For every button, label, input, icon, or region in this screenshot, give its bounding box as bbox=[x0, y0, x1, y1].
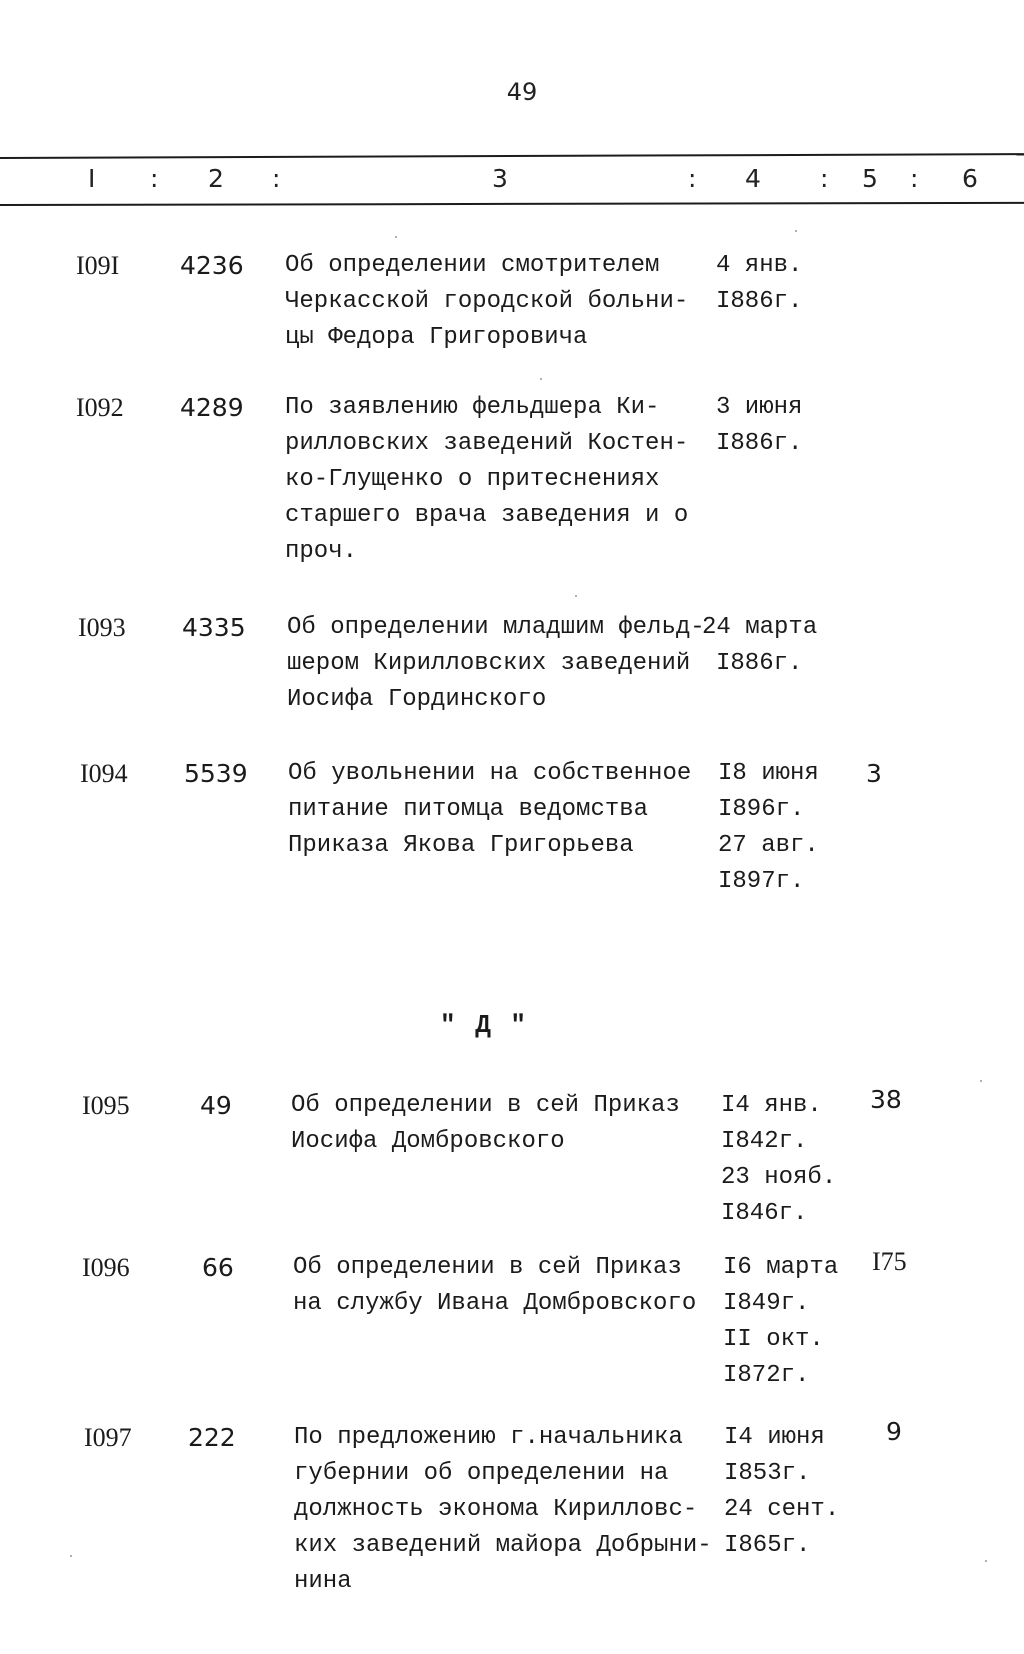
scan-speck bbox=[795, 230, 797, 232]
scan-speck bbox=[395, 236, 397, 238]
entry-date-line: 23 нояб. bbox=[721, 1164, 837, 1191]
entry-date-line: II окт. bbox=[723, 1326, 824, 1353]
column-header-2: 2 bbox=[208, 164, 224, 193]
column-header-3: 3 bbox=[492, 164, 508, 193]
sheet-count: 9 bbox=[886, 1417, 902, 1446]
column-header-6: 6 bbox=[962, 164, 978, 193]
entry-title-line: проч. bbox=[285, 538, 358, 565]
page-number: 49 bbox=[506, 78, 538, 106]
entry-title-line: Об определении в сей Приказ bbox=[293, 1254, 682, 1281]
entry-title-line: Черкасской городской больни- bbox=[285, 288, 689, 315]
entry-date-line: I865г. bbox=[724, 1532, 811, 1559]
entry-number: I096 bbox=[82, 1253, 130, 1282]
sheet-count: 3 bbox=[866, 759, 882, 788]
sheet-count: 38 bbox=[870, 1085, 902, 1114]
entry-title-line: Об увольнении на собственное bbox=[288, 760, 692, 787]
entry-title-line: губернии об определении на bbox=[294, 1460, 669, 1487]
file-number: 4289 bbox=[180, 393, 244, 422]
file-number: 5539 bbox=[184, 759, 248, 788]
entry-title-line: Об определении смотрителем bbox=[285, 252, 660, 279]
entry-number: I092 bbox=[76, 393, 124, 422]
entry-date-line: I4 янв. bbox=[721, 1092, 822, 1119]
entry-date-line: I842г. bbox=[721, 1128, 808, 1155]
entry-title-line: Об определении в сей Приказ bbox=[291, 1092, 680, 1119]
file-number: 222 bbox=[188, 1423, 236, 1452]
sheet-count: I75 bbox=[872, 1247, 907, 1276]
entry-title-line: Об определении младшим фельд- bbox=[287, 614, 705, 641]
entry-date-line: I853г. bbox=[724, 1460, 811, 1487]
column-header-5: 5 bbox=[862, 164, 878, 193]
scan-speck bbox=[70, 1555, 72, 1557]
entry-date-line: 27 авг. bbox=[718, 832, 819, 859]
entry-date-line: 24 сент. bbox=[724, 1496, 840, 1523]
column-separator: : bbox=[150, 164, 159, 193]
entry-number: I09I bbox=[76, 251, 120, 280]
section-letter-heading: " Д " bbox=[440, 1010, 529, 1040]
entry-title-line: Иосифа Домбровского bbox=[291, 1128, 565, 1155]
entry-number: I094 bbox=[80, 759, 128, 788]
entry-date-line: I886г. bbox=[716, 650, 803, 677]
table-header-top-rule bbox=[0, 153, 1024, 159]
file-number: 4236 bbox=[180, 251, 244, 280]
entry-number: I097 bbox=[84, 1423, 132, 1452]
entry-date-line: I886г. bbox=[716, 288, 803, 315]
entry-title-line: Приказа Якова Григорьева bbox=[288, 832, 634, 859]
column-header-1: I bbox=[88, 164, 96, 193]
file-number: 4335 bbox=[182, 613, 246, 642]
entry-title-line: шером Кирилловских заведений bbox=[287, 650, 691, 677]
entry-title-line: питание питомца ведомства bbox=[288, 796, 649, 823]
entry-date-line: I846г. bbox=[721, 1200, 808, 1227]
entry-title-line: ко-Глущенко о притеснениях bbox=[285, 466, 660, 493]
scan-speck bbox=[575, 595, 577, 597]
column-separator: : bbox=[688, 164, 697, 193]
scan-speck bbox=[985, 1560, 987, 1562]
entry-date-line: 3 июня bbox=[716, 394, 803, 421]
entry-date-line: I849г. bbox=[723, 1290, 810, 1317]
entry-date-line: I6 марта bbox=[723, 1254, 839, 1281]
scan-speck bbox=[980, 1080, 982, 1082]
entry-date-line: I8 июня bbox=[718, 760, 819, 787]
entry-title-line: нина bbox=[294, 1568, 352, 1595]
entry-title-line: рилловских заведений Костен- bbox=[285, 430, 689, 457]
column-separator: : bbox=[910, 164, 919, 193]
entry-title-line: По заявлению фельдшера Ки- bbox=[285, 394, 660, 421]
entry-title-line: на службу Ивана Домбровского bbox=[293, 1290, 697, 1317]
entry-date-line: I886г. bbox=[716, 430, 803, 457]
entry-number: I095 bbox=[82, 1091, 130, 1120]
entry-date-line: I4 июня bbox=[724, 1424, 825, 1451]
entry-date-line: I872г. bbox=[723, 1362, 810, 1389]
column-separator: : bbox=[820, 164, 829, 193]
entry-title-line: По предложению г.начальника bbox=[294, 1424, 683, 1451]
table-header-bottom-rule bbox=[0, 202, 1024, 206]
entry-date-line: 24 марта bbox=[702, 614, 818, 641]
file-number: 66 bbox=[202, 1253, 234, 1282]
entry-title-line: ких заведений майора Добрыни- bbox=[294, 1532, 712, 1559]
scan-speck bbox=[540, 378, 542, 380]
column-separator: : bbox=[272, 164, 281, 193]
entry-date-line: I897г. bbox=[718, 868, 805, 895]
entry-title-line: Иосифа Гординского bbox=[287, 686, 547, 713]
entry-date-line: 4 янв. bbox=[716, 252, 803, 279]
entry-title-line: старшего врача заведения и о bbox=[285, 502, 689, 529]
entry-title-line: должность эконома Кирилловс- bbox=[294, 1496, 698, 1523]
column-header-4: 4 bbox=[745, 164, 761, 193]
file-number: 49 bbox=[200, 1091, 232, 1120]
entry-number: I093 bbox=[78, 613, 126, 642]
entry-title-line: цы Федора Григоровича bbox=[285, 324, 588, 351]
entry-date-line: I896г. bbox=[718, 796, 805, 823]
